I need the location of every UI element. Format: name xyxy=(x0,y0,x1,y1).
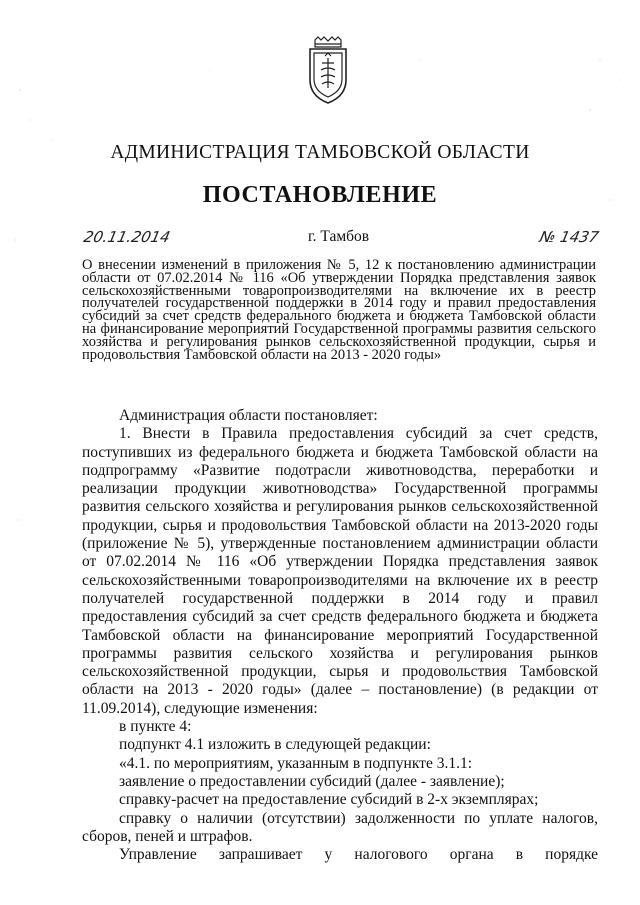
body-subpoint: подпункт 4.1 изложить в следующей редакции: xyxy=(119,736,431,754)
body-intro: Администрация области постановляет: xyxy=(119,407,378,424)
document-subject: О внесении изменений в приложения № 5, 12 к постановлению администрации области от 07.02.2014 № 116 «Об утверждении Порядка представления заявок сельскохозяйственными товаропроизводителями на включение их в реестр получателей государственной поддержки в 2014 году и правил предоставления субсидий за счет средств федерального бюджета и бюджета Тамбовской области на финансирование мероприятий Государственной программы развития сельского хозяйства и регулирования рынков сельскохозяйственной продукции, сырья и продовольствия Тамбовской области на 2013 - 2020 годы» xyxy=(82,257,596,363)
document-date: 20.11.2014 xyxy=(82,228,172,246)
document-number: № 1437 xyxy=(538,228,601,246)
organization-name: АДМИНИСТРАЦИЯ ТАМБОВСКОЙ ОБЛАСТИ xyxy=(110,142,530,163)
tambov-coat-of-arms-icon xyxy=(303,36,353,106)
body-application: заявление о предоставлении субсидий (далее - заявление); xyxy=(119,772,505,790)
body-quote-start: «4.1. по мероприятиям, указанным в подпункте 3.1.1: xyxy=(119,754,473,772)
document-type: ПОСТАНОВЛЕНИЕ xyxy=(202,182,438,208)
document-body xyxy=(82,407,598,864)
body-calculation: справку-расчет на предоставление субсидий в 2-х экземплярах; xyxy=(119,791,539,809)
body-point-4: в пункте 4: xyxy=(119,718,192,736)
body-item-1: 1. Внести в Правила предоставления субсидий за счет средств, поступивших из федерального бюджета и бюджета Тамбовской области на подпрограмму «Развитие подотрасли животноводства, переработки и реализации продукции животноводства» Государственной программы развития сельского хозяйства и регулирования рынков сельскохозяйственной продукции, сырья и продовольствия Тамбовской области на 2013-2020 годы (приложение № 5), утвержденные постановлением администрации области от 07.02.2014 № 116 «Об утверждении Порядка представления заявок сельскохозяйственными товаропроизводителями на включение их в реестр получателей государственной поддержки в 2014 году и правил предоставления субсидий за счет средств федерального бюджета и бюджета Тамбовской области на финансирование мероприятий Государственной программы развития сельского хозяйства и регулирования рынков сельскохозяйственной продукции, сырья и продовольствия Тамбовской области на 2013 - 2020 годы» (далее – постановление) (в редакции от 11.09.2014), следующие изменения: xyxy=(82,425,598,717)
body-last-line: Управление запрашивает у налогового органа в порядке xyxy=(119,846,598,864)
body-debt-certificate: справку о наличии (отсутствии) задолженности по уплате налогов, сборов, пеней и штрафов. xyxy=(82,809,598,845)
document-city: г. Тамбов xyxy=(308,228,370,245)
